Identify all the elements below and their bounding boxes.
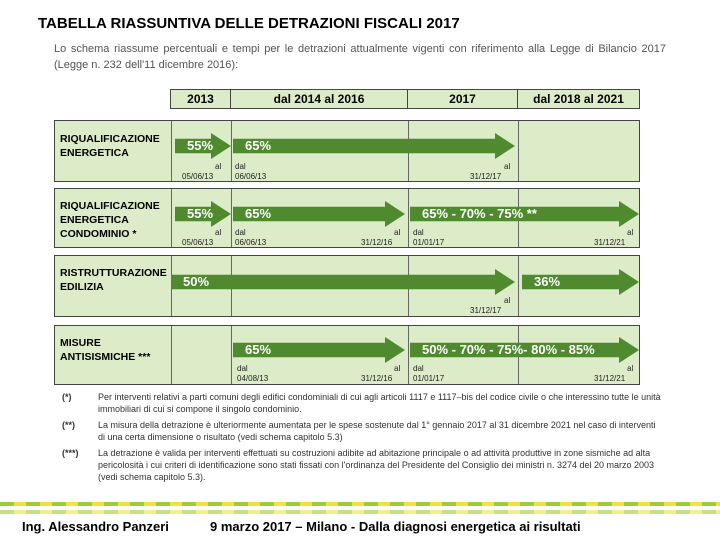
arrow-65: 65% — [233, 133, 515, 159]
row-label: RIQUALIFICAZIONE ENERGETICA CONDOMINIO * — [60, 200, 160, 240]
footnote: (*) Per interventi relativi a parti comuni degli edifici condominiali di cui agli articoli 1117 e 1117–bis del codice civile o che interessino tutte le unità immobiliari di cui si compone il singolo condominio. — [62, 392, 661, 414]
arrow-50-85: 50% - 70% - 75%- 80% - 85% — [410, 337, 639, 363]
arrow-65: 65% — [233, 337, 405, 363]
footnote: (***) La detrazione è valida per interventi effettuati su costruzioni adibite ad abitazione principale o ad attività produttive in zone sismiche ad alta pericolosità i cui criteri di identificazione sono stati fissati con l'ordinanza del Presidente del Consiglio dei ministri n. 3274 del 20 marzo 2003 (vedi schema capitolo 5.3). — [62, 448, 655, 482]
row-riqualificazione-energetica: RIQUALIFICAZIONE ENERGETICA 55% 65% al 05/06/13 dal 06/06/13 al 31/12/17 — [54, 120, 640, 182]
row-label: RISTRUTTURAZIONE EDILIZIA — [60, 267, 167, 293]
row-ristrutturazione-edilizia: RISTRUTTURAZIONE EDILIZIA 50% 36% al 31/12/17 — [54, 255, 640, 317]
footer-event: 9 marzo 2017 – Milano - Dalla diagnosi energetica ai risultati — [210, 519, 581, 534]
col-2013: 2013 — [171, 90, 231, 108]
col-2017: 2017 — [408, 90, 518, 108]
col-2014-2016: dal 2014 al 2016 — [231, 90, 408, 108]
arrow-55: 55% — [175, 133, 231, 159]
row-label: RIQUALIFICAZIONE ENERGETICA — [60, 133, 160, 159]
row-riqualificazione-condominio: RIQUALIFICAZIONE ENERGETICA CONDOMINIO * 55% 65% 65% - 70% - 75% ** al 05/06/13 dal 06/06/13 al 31/12/16 dal 01/01/17 al 31/12/21 — [54, 188, 640, 248]
footer-author: Ing. Alessandro Panzeri — [22, 519, 169, 534]
divider-stripe — [0, 510, 720, 514]
intro-text: Lo schema riassume percentuali e tempi per le detrazioni attualmente vigenti con riferimento alla Legge di Bilancio 2017 (Legge n. 232 dell'11 dicembre 2016): — [54, 43, 666, 71]
arrow-65-70-75: 65% - 70% - 75% ** — [410, 201, 639, 227]
arrow-36: 36% — [522, 269, 639, 295]
col-2018-2021: dal 2018 al 2021 — [533, 92, 624, 106]
footnote: (**) La misura della detrazione è ulteriormente aumentata per le spese sostenute dal 1° gennaio 2017 al 31 dicembre 2021 nel caso di interventi di una certa dimensione o risultato (vedi schema capitolo 5.3) — [62, 420, 656, 442]
arrow-50: 50% — [171, 269, 515, 295]
arrow-55: 55% — [175, 201, 231, 227]
page-title: TABELLA RIASSUNTIVA DELLE DETRAZIONI FISCALI 2017 — [38, 15, 460, 32]
arrow-65: 65% — [233, 201, 405, 227]
row-label: MISURE ANTISISMICHE *** — [60, 337, 151, 363]
year-header — [170, 89, 640, 109]
footnotes — [62, 391, 662, 487]
divider-stripe — [0, 502, 720, 506]
row-misure-antisismiche: MISURE ANTISISMICHE *** 65% 50% - 70% - 75%- 80% - 85% dal 04/08/13 al 31/12/16 dal 01/01/17 al 31/12/21 — [54, 325, 640, 385]
